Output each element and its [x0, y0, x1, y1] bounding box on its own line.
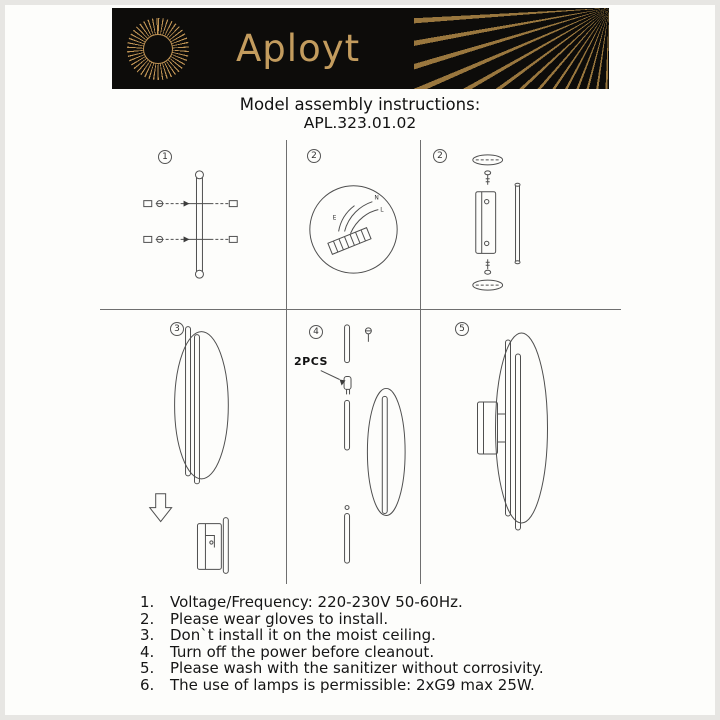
safety-notes-list — [140, 594, 600, 694]
brand-name: Aployt — [236, 27, 361, 70]
step-number-badge: 3 — [170, 322, 184, 336]
brand-banner — [112, 8, 609, 89]
sunburst-logo-icon — [127, 18, 189, 80]
model-number: APL.323.01.02 — [303, 114, 417, 132]
step-number-badge: 5 — [455, 322, 469, 336]
note-number: 1. — [140, 593, 155, 611]
step-cell-3 — [421, 140, 621, 310]
note-item — [140, 677, 600, 694]
step-cell-1 — [100, 140, 287, 310]
step-number-badge: 2 — [433, 149, 447, 163]
note-number: 2. — [140, 609, 155, 628]
bulb-install-diagram — [287, 310, 420, 584]
title-block — [0, 95, 720, 133]
note-item — [140, 594, 600, 611]
step-number-badge: 4 — [309, 325, 323, 339]
assembly-steps-grid — [100, 140, 621, 584]
note-text: Turn off the power before cleanout. — [170, 642, 435, 661]
wire-label-l: L — [380, 206, 384, 214]
step-number-badge: 1 — [158, 150, 172, 164]
bracket-mounting-diagram — [100, 140, 286, 309]
note-text: Please wear gloves to install. — [170, 609, 389, 628]
note-number: 5. — [140, 659, 155, 678]
step-cell-2 — [287, 140, 421, 310]
note-number: 4. — [140, 642, 155, 661]
step-cell-4 — [100, 310, 287, 584]
wire-label-n: N — [374, 194, 379, 202]
wiring-detail-diagram — [287, 140, 420, 309]
frame-tubes-diagram — [100, 310, 286, 584]
page-title: Model assembly instructions: — [239, 95, 481, 114]
note-number: 3. — [140, 626, 155, 645]
step-cell-5 — [287, 310, 421, 584]
note-item — [140, 644, 600, 661]
two-pcs-label: 2PCS — [294, 355, 328, 368]
canopy-screws-diagram — [421, 140, 621, 309]
note-text: Please wash with the sanitizer without corrosivity. — [170, 659, 544, 678]
wire-label-e: E — [332, 214, 337, 222]
step-cell-6 — [421, 310, 621, 584]
note-item — [140, 611, 600, 628]
note-item — [140, 660, 600, 677]
brand-logo — [122, 13, 194, 85]
note-text: The use of lamps is permissible: 2xG9 max 25W. — [170, 675, 535, 694]
final-assembly-diagram — [421, 310, 621, 584]
note-text: Voltage/Frequency: 220-230V 50-60Hz. — [170, 593, 463, 611]
step-number-badge: 2 — [307, 149, 321, 163]
rays-decoration-icon — [414, 8, 609, 89]
note-text: Don`t install it on the moist ceiling. — [170, 626, 436, 645]
note-number: 6. — [140, 675, 155, 694]
note-item — [140, 627, 600, 644]
